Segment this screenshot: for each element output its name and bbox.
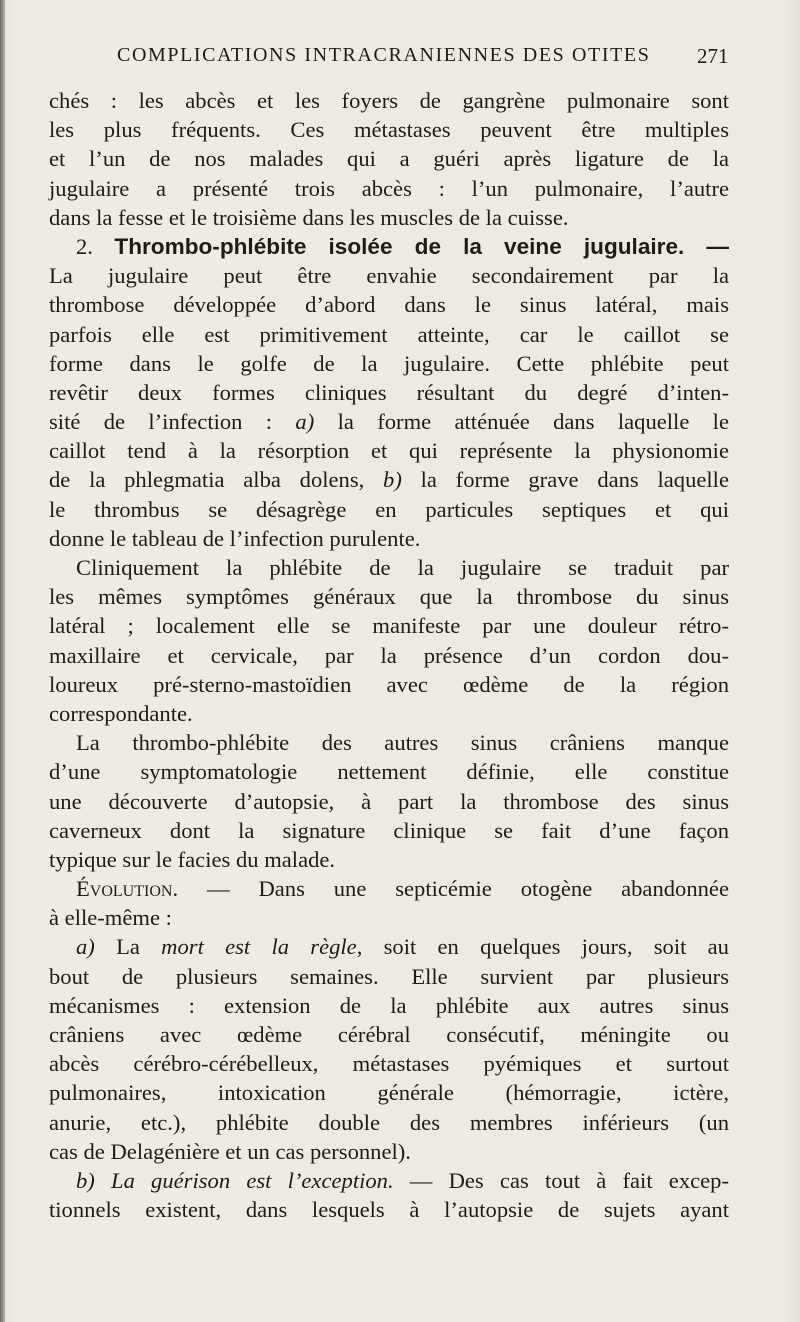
text-line (49, 1166, 729, 1195)
text-run: la forme grave dans laquelle (401, 467, 729, 493)
text-run: — Des cas tout à fait excep- (393, 1167, 729, 1193)
text-line: loureux pré-sterno-mastoïdien avec œdème de la région (49, 671, 729, 697)
text-line: abcès cérébro-cérébelleux, métastases pyémiques et surtout (49, 1051, 729, 1077)
text-line: les plus fréquents. Ces métastases peuvent être multiples (49, 117, 729, 143)
emphasis: b) La guérison est l’exception. (76, 1167, 394, 1193)
text-line: tionnels existent, dans lesquels à l’autopsie de sujets ayant (49, 1197, 729, 1223)
text-line: forme dans le golfe de la jugulaire. Cette phlébite peut (49, 350, 729, 376)
text-line: dans la fesse et le troisième dans les muscles de la cuisse. (49, 204, 569, 230)
running-title: COMPLICATIONS INTRACRANIENNES DES OTITES (117, 44, 651, 66)
text-run: — Dans une septicémie otogène abandonnée (178, 876, 729, 902)
list-marker: b) (383, 467, 402, 493)
text-line: revêtir deux formes cliniques résultant du degré d’inten- (49, 379, 729, 405)
text-line: La thrombo-phlébite des autres sinus crâniens manque (76, 730, 729, 756)
text-line: caverneux dont la signature clinique se fait d’une façon (49, 817, 729, 843)
text-line: latéral ; localement elle se manifeste par une douleur rétro- (49, 613, 729, 639)
text-line: et l’un de nos malades qui a guéri après ligature de la (49, 146, 729, 172)
text-line: une découverte d’autopsie, à part la thrombose des sinus (49, 788, 729, 814)
text-line: mécanismes : extension de la phlébite aux autres sinus (49, 992, 729, 1018)
text-line (49, 932, 729, 961)
text-line: le thrombus se désagrège en particules septiques et qui (49, 496, 729, 522)
section-title: Thrombo-phlébite isolée de la veine jugulaire. — (114, 233, 729, 259)
text-line: chés : les abcès et les foyers de gangrène pulmonaire sont (49, 88, 729, 113)
text-line: donne le tableau de l’infection purulente. (49, 525, 421, 551)
text-line: Cliniquement la phlébite de la jugulaire se traduit par (76, 555, 729, 580)
text-line: caillot tend à la résorption et qui représente la physionomie (49, 438, 729, 464)
section-title: Évolution. (76, 876, 179, 902)
running-header (0, 40, 800, 70)
section-heading (49, 874, 729, 903)
text-line: maxillaire et cervicale, par la présence d’un cordon dou- (49, 642, 729, 668)
text-run: La (94, 934, 162, 960)
list-marker: a) (295, 409, 315, 435)
text-run: de la phlegmatia alba dolens, (49, 467, 384, 493)
section-number: 2. (76, 233, 93, 259)
text-line: jugulaire a présenté trois abcès : l’un pulmonaire, l’autre (49, 175, 729, 201)
text-run: , soit en quelques jours, soit au (356, 934, 729, 960)
text-line: La jugulaire peut être envahie secondairement par la (49, 263, 729, 289)
text-line: thrombose développée d’abord dans le sinus latéral, mais (49, 292, 729, 318)
text-line: d’une symptomatologie nettement définie, elle constitue (49, 759, 729, 785)
text-line: les mêmes symptômes généraux que la thrombose du sinus (49, 584, 729, 610)
text-line (49, 465, 729, 494)
text-line: correspondante. (49, 700, 193, 726)
text-line (49, 407, 729, 436)
text-run: sité de l’infection : (49, 409, 296, 435)
emphasis: mort est la règle (161, 934, 357, 960)
list-marker: a) (76, 934, 95, 960)
text-line: à elle-même : (49, 905, 172, 931)
text-line: parfois elle est primitivement atteinte, car le caillot se (49, 321, 729, 347)
section-heading (49, 232, 729, 261)
page-binding-edge (0, 0, 5, 1322)
text-line: typique sur le facies du malade. (49, 846, 336, 872)
text-line: crâniens avec œdème cérébral consécutif, méningite ou (49, 1022, 729, 1047)
body-text (49, 86, 729, 1224)
text-line: bout de plusieurs semaines. Elle survient par plusieurs (49, 963, 729, 989)
text-run: la forme atténuée dans laquelle le (314, 409, 729, 435)
page-number: 271 (697, 44, 729, 68)
text-line: pulmonaires, intoxication générale (hémorragie, ictère, (49, 1080, 729, 1106)
text-line: cas de Delagénière et un cas personnel). (49, 1138, 411, 1164)
text-line: anurie, etc.), phlébite double des membres inférieurs (un (49, 1109, 729, 1135)
